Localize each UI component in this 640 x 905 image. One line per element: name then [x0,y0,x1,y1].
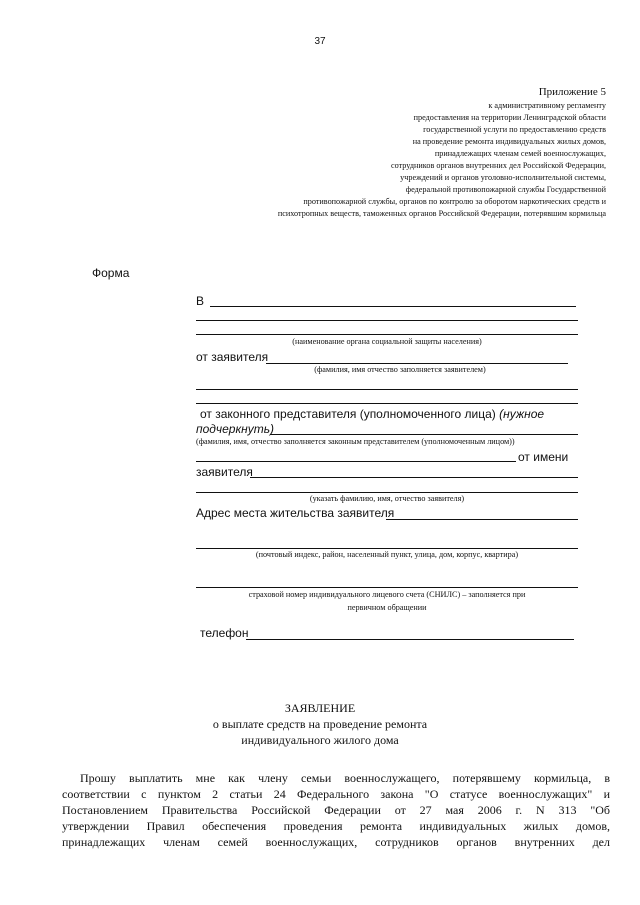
applicant-prefix: от заявителя [196,350,269,364]
body-line: утверждении Правил обеспечения проведения ремонта индивидуальных жилых домов, [62,819,610,833]
rep-italic-2: подчеркнуть) [196,422,275,436]
address-field-line-2[interactable] [196,548,578,549]
appendix-line: государственной услуги по предоставлению средств [423,125,606,134]
statement-body [62,770,610,850]
page-number: 37 [314,36,326,47]
applicant-name-field-line[interactable] [250,477,578,478]
applicant-field-line-3[interactable] [196,403,578,404]
appendix-line: сотрудников органов внутренних дел Российской Федерации, [391,161,606,170]
rep-field-line-2[interactable] [196,461,516,462]
statement-subtitle-1: о выплате средств на проведение ремонта [212,717,428,731]
address-prefix: Адрес места жительства заявителя [196,506,395,520]
appendix-line: учреждений и органов уголовно-исполнительной системы, [400,173,606,182]
organ-field-line-3[interactable] [196,334,578,335]
applicant-name-field-line-2[interactable] [196,492,578,493]
appendix-line: психотропных веществ, таможенных органов Российской Федерации, потерявшим кормильца [277,209,606,218]
form-label: Форма [92,266,130,280]
appendix-lines [166,100,606,220]
body-line: соответствии с пунктом 2 статьи 24 Федерального закона "О статусе военнослужащих" и [62,787,610,801]
organ-note: (наименование органа социальной защиты населения) [292,337,482,346]
organ-field-line-1[interactable] [210,306,576,307]
appendix-line: предоставления на территории Ленинградской области [413,113,606,122]
appendix-line: на проведение ремонта индивидуальных жилых домов, [412,137,606,146]
applicant-word: заявителя [196,465,253,479]
phone-field-line[interactable] [246,639,574,640]
rep-field-line[interactable] [270,434,578,435]
appendix-line: федеральной противопожарной службы Государственной [405,185,606,194]
applicant-field-line-2[interactable] [196,389,578,390]
appendix-title: Приложение 5 [538,86,606,98]
representative-line [200,407,582,421]
organ-field-line-2[interactable] [196,320,578,321]
phone-prefix: телефон [200,626,249,640]
to-prefix: В [196,294,205,308]
on-behalf-suffix: от имени [518,450,569,464]
body-line: Постановлением Правительства Российской Федерации от 27 мая 2006 г. N 313 "Об [62,803,610,817]
statement-subtitle-2: индивидуального жилого дома [241,733,399,747]
statement-title-block [0,700,640,748]
body-line: принадлежащих членам семей военнослужащих, сотрудников органов внутренних дел [62,835,610,849]
address-field-line[interactable] [386,519,578,520]
snils-note-2: первичном обращении [347,603,427,612]
rep-italic: (нужное [499,407,545,421]
applicant-note: (фамилия, имя отчество заполняется заявителем) [314,365,486,374]
appendix-line: к административному регламенту [488,101,606,110]
appendix-line: противопожарной службы, органов по контролю за оборотом наркотических средств и [303,197,606,206]
address-note: (почтовый индекс, район, населенный пункт, улица, дом, корпус, квартира) [255,550,519,559]
rep-text: от законного представителя (уполномоченного лица) [200,407,496,421]
appendix-line: принадлежащих членам семей военнослужащих, [434,149,606,158]
statement-title: ЗАЯВЛЕНИЕ [284,701,356,715]
body-line: Прошу выплатить мне как члену семьи военнослужащего, потерявшему кормильца, в [80,771,610,785]
snils-note-1: страховой номер индивидуального лицевого счета (СНИЛС) – заполняется при [248,590,526,599]
applicant-name-note: (указать фамилию, имя, отчество заявителя) [309,494,465,503]
applicant-field-line[interactable] [266,363,568,364]
rep-note: (фамилия, имя, отчество заполняется законным представителем (уполномоченным лицом)) [196,437,515,446]
snils-field-line[interactable] [196,587,578,588]
